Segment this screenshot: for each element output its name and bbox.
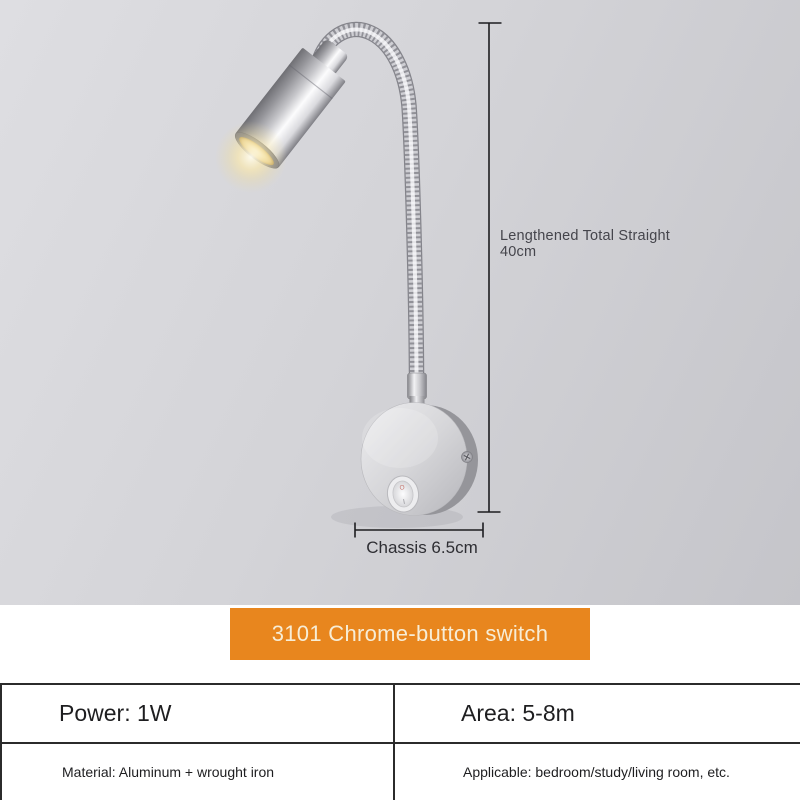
spec-material-text: Material: Aluminum + wrought iron — [62, 764, 275, 780]
spec-material-cell — [2, 744, 393, 800]
spec-power-text: Power: 1W — [59, 700, 172, 726]
base-ferrule — [408, 373, 427, 399]
spec-applicable-text: Applicable: bedroom/study/living room, etc. — [463, 764, 730, 780]
base-screw — [462, 452, 473, 463]
spec-area-cell — [393, 685, 800, 742]
horizontal-dimension-label: Chassis 6.5cm — [366, 538, 478, 557]
spec-row-1 — [2, 685, 800, 744]
spec-row-2 — [2, 744, 800, 800]
switch-off-mark: O — [399, 484, 406, 492]
product-title-banner: 3101 Chrome-button switch — [230, 608, 590, 660]
vertical-dimension-label — [500, 228, 690, 260]
spec-applicable-cell — [393, 744, 800, 800]
dimension-line-vertical — [478, 23, 502, 512]
vertical-dimension-value: 40cm — [500, 244, 537, 260]
spec-table — [0, 683, 800, 800]
lamp-base — [361, 403, 478, 516]
spec-power-cell — [2, 685, 393, 742]
vertical-dimension-text: Lengthened Total Straight — [500, 228, 671, 244]
spec-area-text: Area: 5-8m — [461, 700, 575, 726]
switch-on-mark: I — [402, 498, 406, 507]
lamp-lens-glow — [215, 121, 287, 193]
